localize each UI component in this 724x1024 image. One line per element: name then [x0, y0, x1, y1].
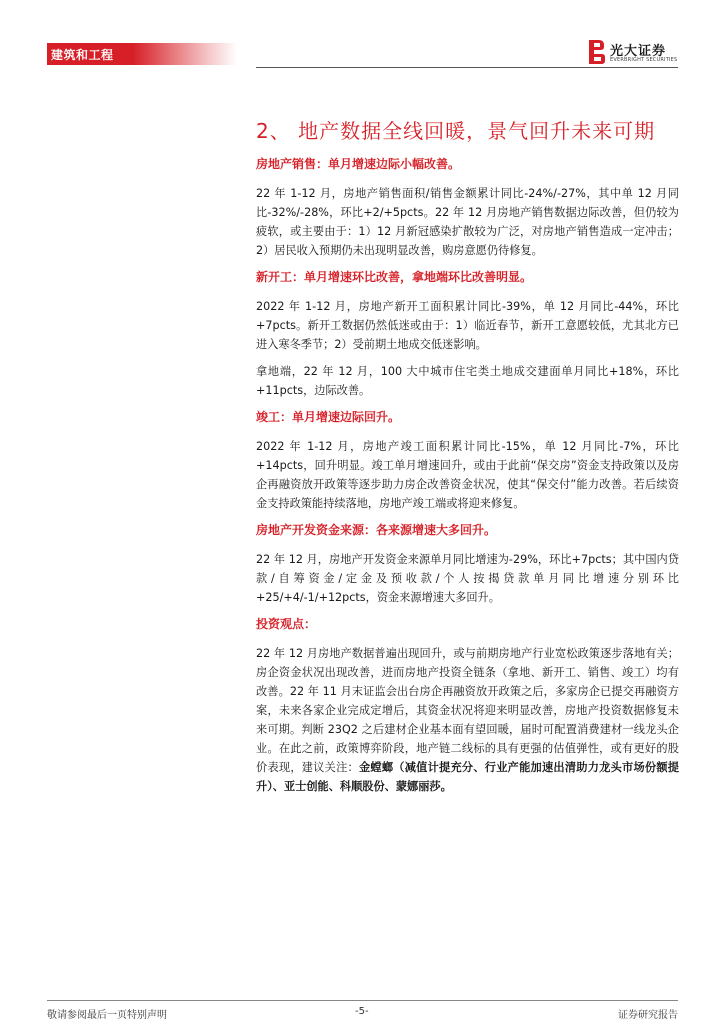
footer-divider: [47, 1000, 678, 1001]
recommended-stocks: 金螳螂（减值计提充分、行业产能加速出清助力龙头市场份额提升）、亚士创能、科顺股份、蒙娜丽莎。: [256, 761, 679, 793]
brand-name-en: EVERBRIGHT SECURITIES: [610, 57, 678, 63]
section-heading-investment-view: 投资观点：: [256, 617, 317, 631]
page-title: 2、 地产数据全线回暖，景气回升未来可期: [256, 119, 656, 143]
paragraph-new-starts: 2022 年 1-12 月，房地产新开工面积累计同比-39%，单 12 月同比-44%，环比+7pcts。新开工数据仍然低迷或由于：1）临近春节，新开工意愿较低，尤其北方已进入寒冬季节；2）受前期土地成交低迷影响。: [256, 300, 679, 351]
section-heading-funding: 房地产开发资金来源：各来源增速大多回升。: [256, 523, 497, 537]
paragraph-investment-view: [256, 644, 679, 796]
main-content: [256, 115, 679, 804]
everbright-logo-icon: [585, 38, 607, 66]
section-heading-completion: 竣工：单月增速边际回升。: [256, 410, 401, 424]
paragraph-sales: 22 年 1-12 月，房地产销售面积/销售金额累计同比-24%/-27%，其中单 12 月同比-32%/-28%，环比+2/+5pcts。22 年 12 月房地产销售数据边际改善，但仍较为疲软，或主要由于：1）12 月新冠感染扩散较为广泛，对房地产销售造成一定冲击；2）居民收入预期仍未出现明显改善，购房意愿仍待修复。: [256, 187, 679, 257]
page-number: -5-: [355, 1006, 369, 1017]
footer-disclaimer: 敬请参阅最后一页特别声明: [47, 1010, 167, 1021]
section-heading-new-starts: 新开工：单月增速环比改善，拿地端环比改善明显。: [256, 270, 533, 284]
section-heading-sales: 房地产销售：单月增速边际小幅改善。: [256, 157, 461, 171]
paragraph-completion: 2022 年 1-12 月，房地产竣工面积累计同比-15%，单 12 月同比-7%，环比+14pcts，回升明显。竣工单月增速回升，或由于此前“保交房”资金支持政策以及房企再融资放开政策等逐步助力房企改善资金状况，使其“保交付”能力改善。若后续资金支持政策能持续落地，房地产竣工端或将迎来修复。: [256, 440, 679, 510]
footer-report-type: 证券研究报告: [618, 1010, 678, 1021]
brand-logo: [585, 38, 685, 68]
paragraph-funding: 22 年 12 月，房地产开发资金来源单月同比增速为-29%，环比+7pcts；其中国内贷款/自筹资金/定金及预收款/个人按揭贷款单月同比增速分别环比+25/+4/-1/+12pcts，资金来源增速大多回升。: [256, 553, 679, 604]
section-tag-label: 建筑和工程: [51, 48, 114, 62]
header-divider: [256, 67, 678, 68]
section-tag: [47, 43, 237, 65]
paragraph-land: 拿地端，22 年 12 月，100 大中城市住宅类土地成交建面单月同比+18%，环比+11pcts，边际改善。: [256, 365, 679, 397]
investment-view-text: 22 年 12 月房地产数据普遍出现回升，或与前期房地产行业宽松政策逐步落地有关；房企资金状况出现改善，进而房地产投资全链条（拿地、新开工、销售、竣工）均有改善。22 年 11 月末证监会出台房企再融资放开政策之后，多家房企已提交再融资方案，未来各家企业完成定增后，其资金状况将迎来明显改善，房地产投资数据修复未来可期。判断 23Q2 之后建材企业基本面有望回暖，届时可配置消费建材一线龙头企业。在此之前，政策博弈阶段，地产链二线标的具有更强的估值弹性，或有更好的股价表现，建议关注：: [256, 647, 679, 774]
brand-name-cn: 光大证券: [610, 44, 667, 59]
